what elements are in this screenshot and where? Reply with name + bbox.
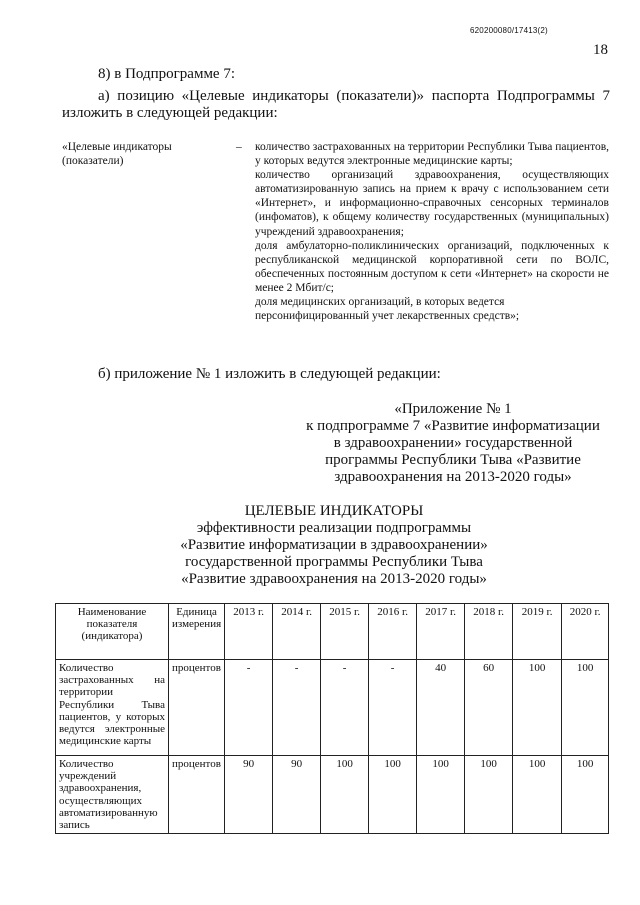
header-year: 2016 г. — [369, 604, 417, 660]
table-row — [56, 756, 609, 834]
row-value: 100 — [369, 756, 417, 834]
indicator-item: доля амбулаторно-поликлинических организаций, подключенных к республиканской медицинской корпоративной сети по ВОЛС, обеспеченных постоянным доступом к сети «Интернет» на скорости не менее 2 Мбит/с; — [255, 239, 609, 294]
appendix-line: программы Республики Тыва «Развитие — [325, 452, 581, 468]
indicator-item: доля медицинских организаций, в которых ведется персонифицированный учет лекарственных средств»; — [255, 296, 520, 323]
item-8-heading: 8) в Подпрограмме 7: — [98, 66, 236, 82]
row-value: 100 — [417, 756, 465, 834]
appendix-line: к подпрограмме 7 «Развитие информатизации — [306, 418, 600, 434]
page-number: 18 — [593, 42, 608, 58]
row-value: - — [369, 660, 417, 756]
row-name: Количество учреждений здравоохранения, осуществляющих автоматизированную запись — [56, 756, 169, 834]
table-header-row — [56, 604, 609, 660]
position-label: «Целевые индикаторы (показатели) — [62, 141, 172, 167]
item-a-line-2: изложить в следующей редакции: — [62, 105, 278, 121]
appendix-line: в здравоохранении» государственной — [333, 435, 573, 451]
item-b-heading: б) приложение № 1 изложить в следующей редакции: — [98, 366, 441, 382]
row-value: 90 — [225, 756, 273, 834]
row-unit: процентов — [169, 660, 225, 756]
row-value: - — [225, 660, 273, 756]
item-a-line-1: а) позицию «Целевые индикаторы (показатели)» паспорта Подпрограммы 7 — [98, 88, 610, 104]
title-line: «Развитие здравоохранения на 2013-2020 годы» — [181, 571, 487, 587]
position-dash: – — [236, 141, 242, 153]
header-year: 2014 г. — [273, 604, 321, 660]
table-title — [160, 503, 508, 588]
header-unit: Единица измерения — [169, 604, 225, 660]
title-line: государственной программы Республики Тыва — [185, 554, 483, 570]
header-year: 2015 г. — [321, 604, 369, 660]
indicators-table-wrapper — [55, 603, 609, 834]
title-line: «Развитие информатизации в здравоохранении» — [180, 537, 488, 553]
row-unit: процентов — [169, 756, 225, 834]
row-value: 100 — [562, 756, 609, 834]
row-value: 100 — [513, 756, 562, 834]
header-year: 2020 г. — [562, 604, 609, 660]
document-id: 620200080/17413(2) — [470, 26, 548, 35]
indicator-item: количество организаций здравоохранения, осуществляющих автоматизированную запись на прием к врачу с использованием сети «Интернет», и информационно-справочных сенсорных терминалов (инфоматов), к общему количеству государственных (муниципальных) учреждений здравоохранения; — [255, 169, 609, 238]
header-year: 2018 г. — [465, 604, 513, 660]
indicators-table — [55, 603, 609, 834]
appendix-line: здравоохранения на 2013-2020 годы» — [334, 469, 572, 485]
row-value: 90 — [273, 756, 321, 834]
header-year: 2013 г. — [225, 604, 273, 660]
row-value: - — [321, 660, 369, 756]
row-value: 40 — [417, 660, 465, 756]
row-value: 100 — [465, 756, 513, 834]
row-name: Количество застрахованных на территории Республики Тыва пациентов, у которых ведутся электронные медицинские карты — [56, 660, 169, 756]
header-year: 2019 г. — [513, 604, 562, 660]
indicator-item: количество застрахованных на территории Республики Тыва пациентов, у которых ведутся электронные медицинские карты; — [255, 141, 609, 168]
header-name: Наименование показателя (индикатора) — [56, 604, 169, 660]
row-value: 60 — [465, 660, 513, 756]
appendix-line: «Приложение № 1 — [394, 401, 512, 417]
table-row — [56, 660, 609, 756]
row-value: 100 — [562, 660, 609, 756]
title-line: эффективности реализации подпрограммы — [196, 520, 472, 536]
row-value: - — [273, 660, 321, 756]
header-year: 2017 г. — [417, 604, 465, 660]
title-heading: ЦЕЛЕВЫЕ ИНДИКАТОРЫ — [244, 503, 424, 519]
appendix-header — [300, 401, 606, 486]
row-value: 100 — [321, 756, 369, 834]
position-indicator-list — [255, 140, 609, 323]
row-value: 100 — [513, 660, 562, 756]
